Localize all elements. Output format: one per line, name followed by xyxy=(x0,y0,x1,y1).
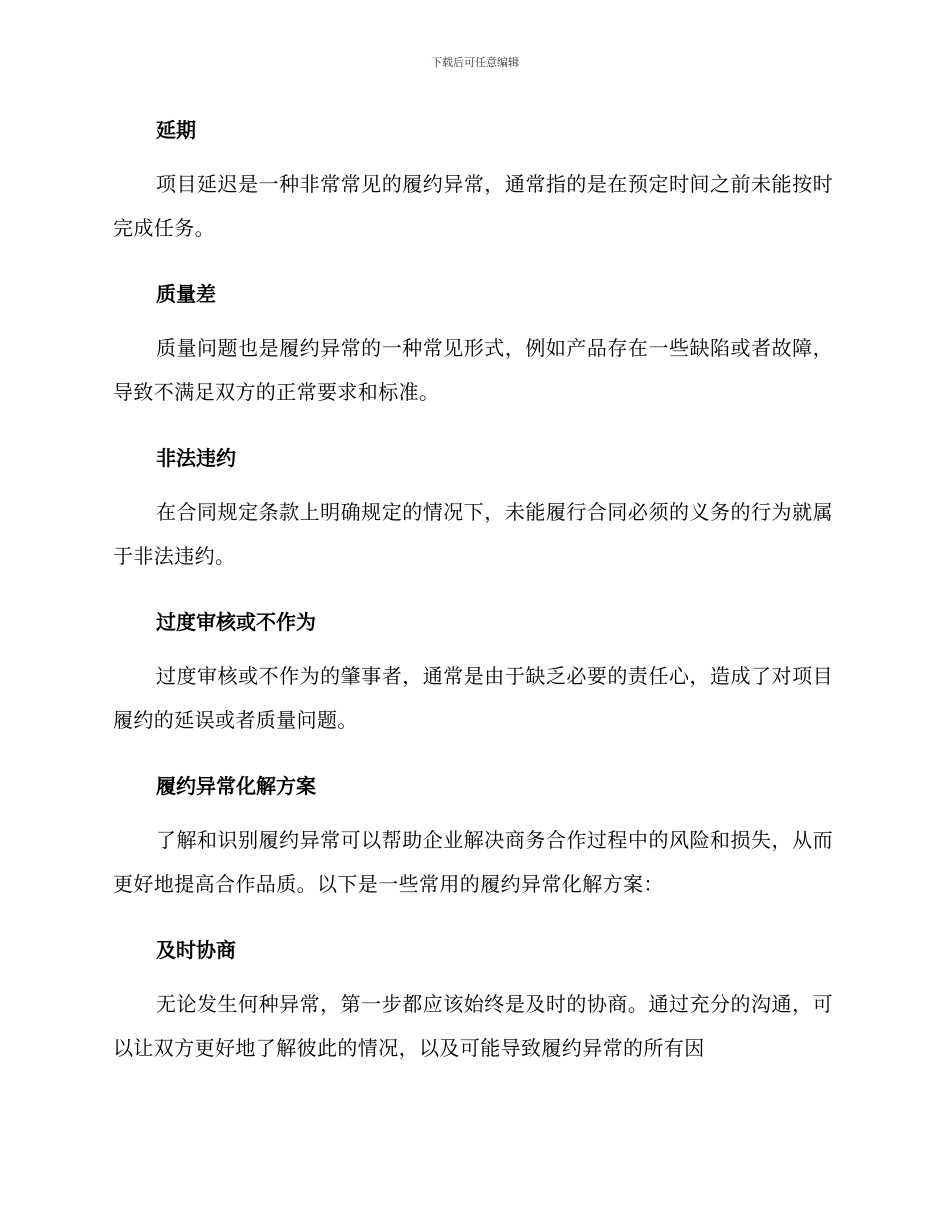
section-timely-negotiation xyxy=(113,932,833,1070)
section-over-review xyxy=(113,604,833,742)
section-heading: 质量差 xyxy=(156,282,216,306)
section-paragraph: 过度审核或不作为的肇事者，通常是由于缺乏必要的责任心，造成了对项目履约的延误或者质量问题。 xyxy=(113,664,833,732)
section-paragraph: 项目延迟是一种非常常见的履约异常，通常指的是在预定时间之前未能按时完成任务。 xyxy=(113,172,833,240)
section-heading: 履约异常化解方案 xyxy=(156,774,316,798)
document-body xyxy=(113,112,833,1070)
section-paragraph: 了解和识别履约异常可以帮助企业解决商务合作过程中的风险和损失，从而更好地提高合作品质。以下是一些常用的履约异常化解方案： xyxy=(113,828,833,896)
section-paragraph: 在合同规定条款上明确规定的情况下，未能履行合同必须的义务的行为就属于非法违约。 xyxy=(113,500,833,568)
section-paragraph: 无论发生何种异常，第一步都应该始终是及时的协商。通过充分的沟通，可以让双方更好地了解彼此的情况，以及可能导致履约异常的所有因 xyxy=(113,992,833,1060)
section-poor-quality xyxy=(113,276,833,414)
section-delay xyxy=(113,112,833,250)
section-paragraph: 质量问题也是履约异常的一种常见形式，例如产品存在一些缺陷或者故障，导致不满足双方的正常要求和标准。 xyxy=(113,336,833,404)
section-illegal-breach xyxy=(113,440,833,578)
section-heading: 延期 xyxy=(156,118,196,142)
section-resolution-plans xyxy=(113,768,833,906)
section-heading: 过度审核或不作为 xyxy=(156,610,316,634)
section-heading: 及时协商 xyxy=(156,938,236,962)
page-header: 下载后可任意编辑 xyxy=(431,56,519,69)
section-heading: 非法违约 xyxy=(156,446,236,470)
